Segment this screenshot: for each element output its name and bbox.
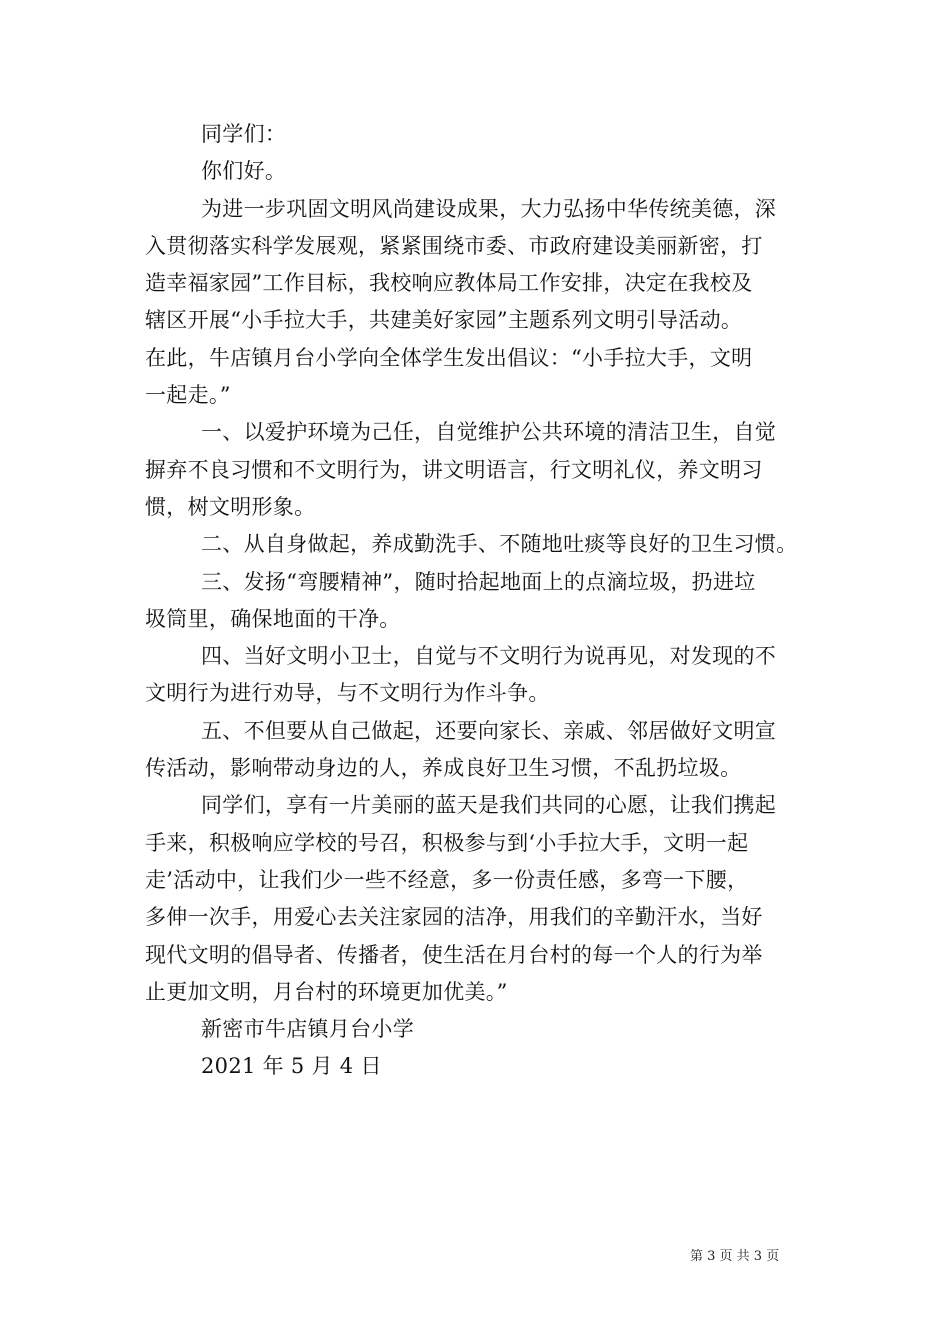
text-line: 新密市牛店镇月台小学	[201, 1017, 414, 1042]
page-number-label: 第 3 页 共 3 页	[690, 1249, 780, 1264]
text-line: 2021 年 5 月 4 日	[201, 1054, 382, 1079]
text-line: 现代文明的倡导者、传播者，使生活在月台村的每一个人的行为举	[145, 942, 763, 967]
text-line: 止更加文明，月台村的环境更加优美。”	[145, 979, 508, 1004]
text-line: 入贯彻落实科学发展观，紧紧围绕市委、市政府建设美丽新密，打	[145, 233, 763, 258]
text-line: 五、不但要从自己做起，还要向家长、亲戚、邻居做好文明宣	[201, 718, 777, 743]
text-line: 传活动，影响带动身边的人，养成良好卫生习惯，不乱扔垃圾。	[145, 756, 742, 781]
text-line: 圾筒里，确保地面的干净。	[145, 606, 401, 631]
document-body	[145, 116, 825, 1086]
text-line: 为进一步巩固文明风尚建设成果，大力弘扬中华传统美德，深	[201, 196, 777, 221]
text-line: 同学们，享有一片美丽的蓝天是我们共同的心愿，让我们携起	[201, 793, 777, 818]
text-line: 摒弃不良习惯和不文明行为，讲文明语言，行文明礼仪，养文明习	[145, 457, 763, 482]
text-line: 三、发扬“弯腰精神”，随时拾起地面上的点滴垃圾，扔进垃	[201, 569, 756, 594]
text-line: 你们好。	[201, 159, 287, 184]
page-number-footer	[690, 1245, 779, 1264]
text-line: 惯，树文明形象。	[145, 494, 316, 519]
text-line: 在此，牛店镇月台小学向全体学生发出倡议：“小手拉大手，文明	[145, 345, 753, 370]
text-line: 辖区开展“小手拉大手，共建美好家园”主题系列文明引导活动。	[145, 308, 743, 333]
text-line: 造幸福家园”工作目标，我校响应教体局工作安排，决定在我校及	[145, 271, 753, 296]
text-line: 同学们：	[201, 122, 287, 146]
text-line: 多伸一次手，用爱心去关注家园的洁净，用我们的辛勤汗水，当好	[145, 905, 763, 930]
text-line: 文明行为进行劝导，与不文明行为作斗争。	[145, 681, 550, 706]
text-line: 一起走。”	[145, 383, 231, 408]
text-line: 四、当好文明小卫士，自觉与不文明行为说再见，对发现的不	[201, 644, 777, 669]
text-line: 二、从自身做起，养成勤洗手、不随地吐痰等良好的卫生习惯。	[201, 532, 798, 557]
text-line: 走’活动中，让我们少一些不经意，多一份责任感，多弯一下腰，	[145, 867, 749, 892]
text-line: 手来，积极响应学校的号召，积极参与到‘小手拉大手，文明一起	[145, 830, 749, 855]
text-line: 一、以爱护环境为己任，自觉维护公共环境的清洁卫生，自觉	[201, 420, 777, 445]
